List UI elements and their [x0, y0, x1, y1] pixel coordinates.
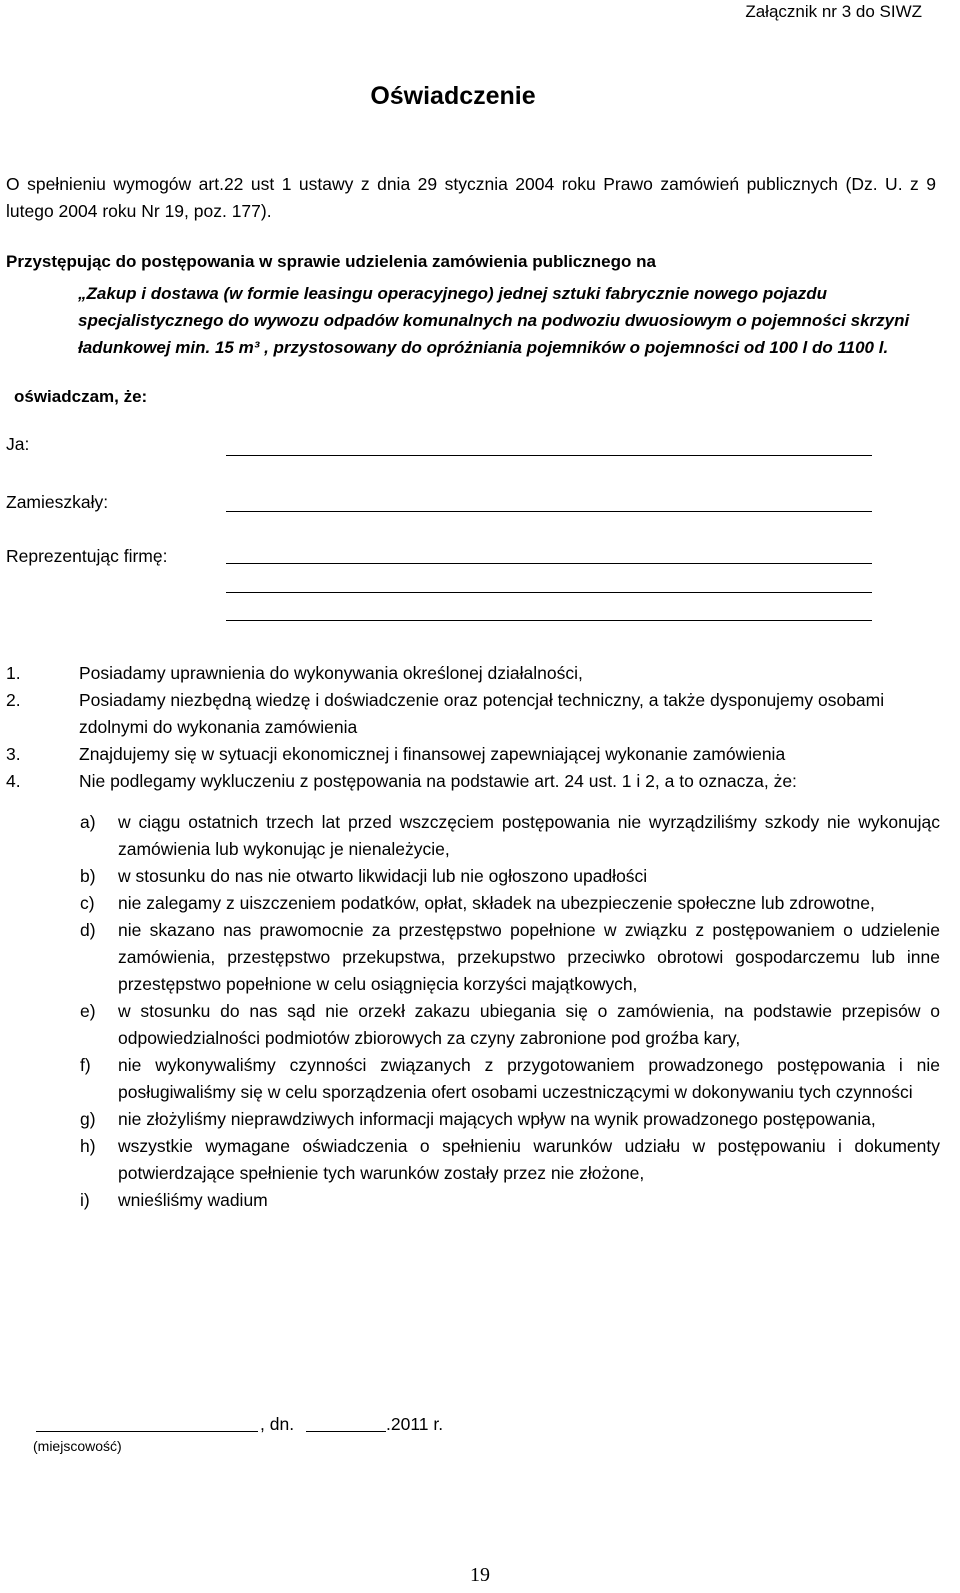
company-fill-line-3[interactable]: [226, 620, 872, 621]
list-item: [6, 687, 936, 741]
item-number: 2.: [6, 690, 21, 710]
list-item: [80, 1133, 940, 1187]
company-label: Reprezentując firmę:: [6, 546, 168, 566]
year-suffix: .2011 r.: [386, 1414, 444, 1434]
company-fill-line-2[interactable]: [226, 592, 872, 593]
item-text: wszystkie wymagane oświadczenia o spełnieniu warunków udziału w postępowaniu i dokumenty potwierdzające spełnienie tych warunków zostały przez nie złożone,: [118, 1136, 940, 1183]
list-item: [80, 890, 940, 917]
item-text: w ciągu ostatnich trzech lat przed wszczęciem postępowania nie wyrządziliśmy szkody nie wykonując zamówienia lub wykonując je nienależycie,: [118, 812, 940, 859]
numbered-list: [6, 660, 936, 795]
item-text: nie zalegamy z uiszczeniem podatków, opłat, składek na ubezpieczenie społeczne lub zdrowotne,: [118, 893, 875, 913]
proceeding-statement: Przystępując do postępowania w sprawie udzielenia zamówienia publicznego na: [6, 252, 656, 271]
company-fill-line-1[interactable]: [226, 563, 872, 564]
annex-label: Załącznik nr 3 do SIWZ: [745, 2, 922, 21]
item-letter: c): [80, 893, 95, 913]
item-text: Znajdujemy się w sytuacji ekonomicznej i finansowej zapewniającej wykonanie zamówienia: [79, 744, 786, 764]
page-number: 19: [470, 1564, 490, 1586]
contract-subject: „Zakup i dostawa (w formie leasingu operacyjnego) jednej sztuki fabrycznie nowego pojazdu specjalistycznego do wywozu odpadów komunalnych na podwoziu dwuosiowym o pojemności skrzyni ładunkowej min. 15 m³ , przystosowany do opróżniania pojemników o pojemności od 100 l do 1100 l.: [78, 284, 910, 357]
list-item: [80, 809, 940, 863]
item-letter: d): [80, 920, 96, 940]
item-letter: g): [80, 1109, 96, 1129]
item-letter: a): [80, 812, 96, 832]
item-text: Posiadamy niezbędną wiedzę i doświadczenie oraz potencjał techniczny, a także dysponujemy osobami zdolnymi do wykonania zamówienia: [79, 690, 885, 737]
list-item: [80, 863, 940, 890]
list-item: [80, 998, 940, 1052]
item-letter: i): [80, 1190, 90, 1210]
item-text: nie wykonywaliśmy czynności związanych z przygotowaniem prowadzonego postępowania i nie posługiwaliśmy się w celu sporządzenia ofert osobami uczestniczącymi w dokonywaniu tych czynności: [118, 1055, 940, 1102]
list-item: [6, 660, 936, 687]
list-item: [80, 1052, 940, 1106]
declaration-heading: oświadczam, że:: [14, 387, 148, 406]
date-fill-line[interactable]: [306, 1431, 386, 1432]
place-caption: (miejscowość): [33, 1438, 122, 1454]
list-item: [80, 1187, 940, 1214]
address-fill-line[interactable]: [226, 511, 872, 512]
page-title: Oświadczenie: [370, 82, 536, 110]
item-number: 1.: [6, 663, 21, 683]
date-prefix: , dn.: [260, 1414, 295, 1434]
list-item: [6, 741, 936, 768]
name-fill-line[interactable]: [226, 455, 872, 456]
lettered-list: [80, 809, 940, 1214]
item-letter: e): [80, 1001, 96, 1021]
item-text: Posiadamy uprawnienia do wykonywania określonej działalności,: [79, 663, 583, 683]
intro-paragraph: O spełnieniu wymogów art.22 ust 1 ustawy z dnia 29 stycznia 2004 roku Prawo zamówień publicznych (Dz. U. z 9 lutego 2004 roku Nr 19, poz. 177).: [6, 174, 936, 221]
item-number: 4.: [6, 771, 21, 791]
name-label: Ja:: [6, 434, 30, 454]
item-letter: f): [80, 1055, 91, 1075]
place-fill-line[interactable]: [36, 1431, 258, 1432]
item-letter: h): [80, 1136, 96, 1156]
address-label: Zamieszkały:: [6, 492, 109, 512]
list-item: [6, 768, 936, 795]
list-item: [80, 1106, 940, 1133]
item-text: Nie podlegamy wykluczeniu z postępowania na podstawie art. 24 ust. 1 i 2, a to oznacza, że:: [79, 771, 797, 791]
item-text: w stosunku do nas sąd nie orzekł zakazu ubiegania się o zamówienia, na podstawie przepisów o odpowiedzialności podmiotów zbiorowych za czyny zabronione pod groźba kary,: [118, 1001, 940, 1048]
item-text: w stosunku do nas nie otwarto likwidacji lub nie ogłoszono upadłości: [118, 866, 648, 886]
item-letter: b): [80, 866, 96, 886]
item-number: 3.: [6, 744, 21, 764]
item-text: nie złożyliśmy nieprawdziwych informacji mających wpływ na wynik prowadzonego postępowania,: [118, 1109, 876, 1129]
item-text: wnieśliśmy wadium: [118, 1190, 268, 1210]
list-item: [80, 917, 940, 998]
item-text: nie skazano nas prawomocnie za przestępstwo popełnione w związku z postępowaniem o udzielenie zamówienia, przestępstwo przekupstwa, przekupstwo przeciwko obrotowi gospodarczemu lub inne przestępstwo popełnione w celu osiągnięcia korzyści majątkowych,: [118, 920, 940, 994]
